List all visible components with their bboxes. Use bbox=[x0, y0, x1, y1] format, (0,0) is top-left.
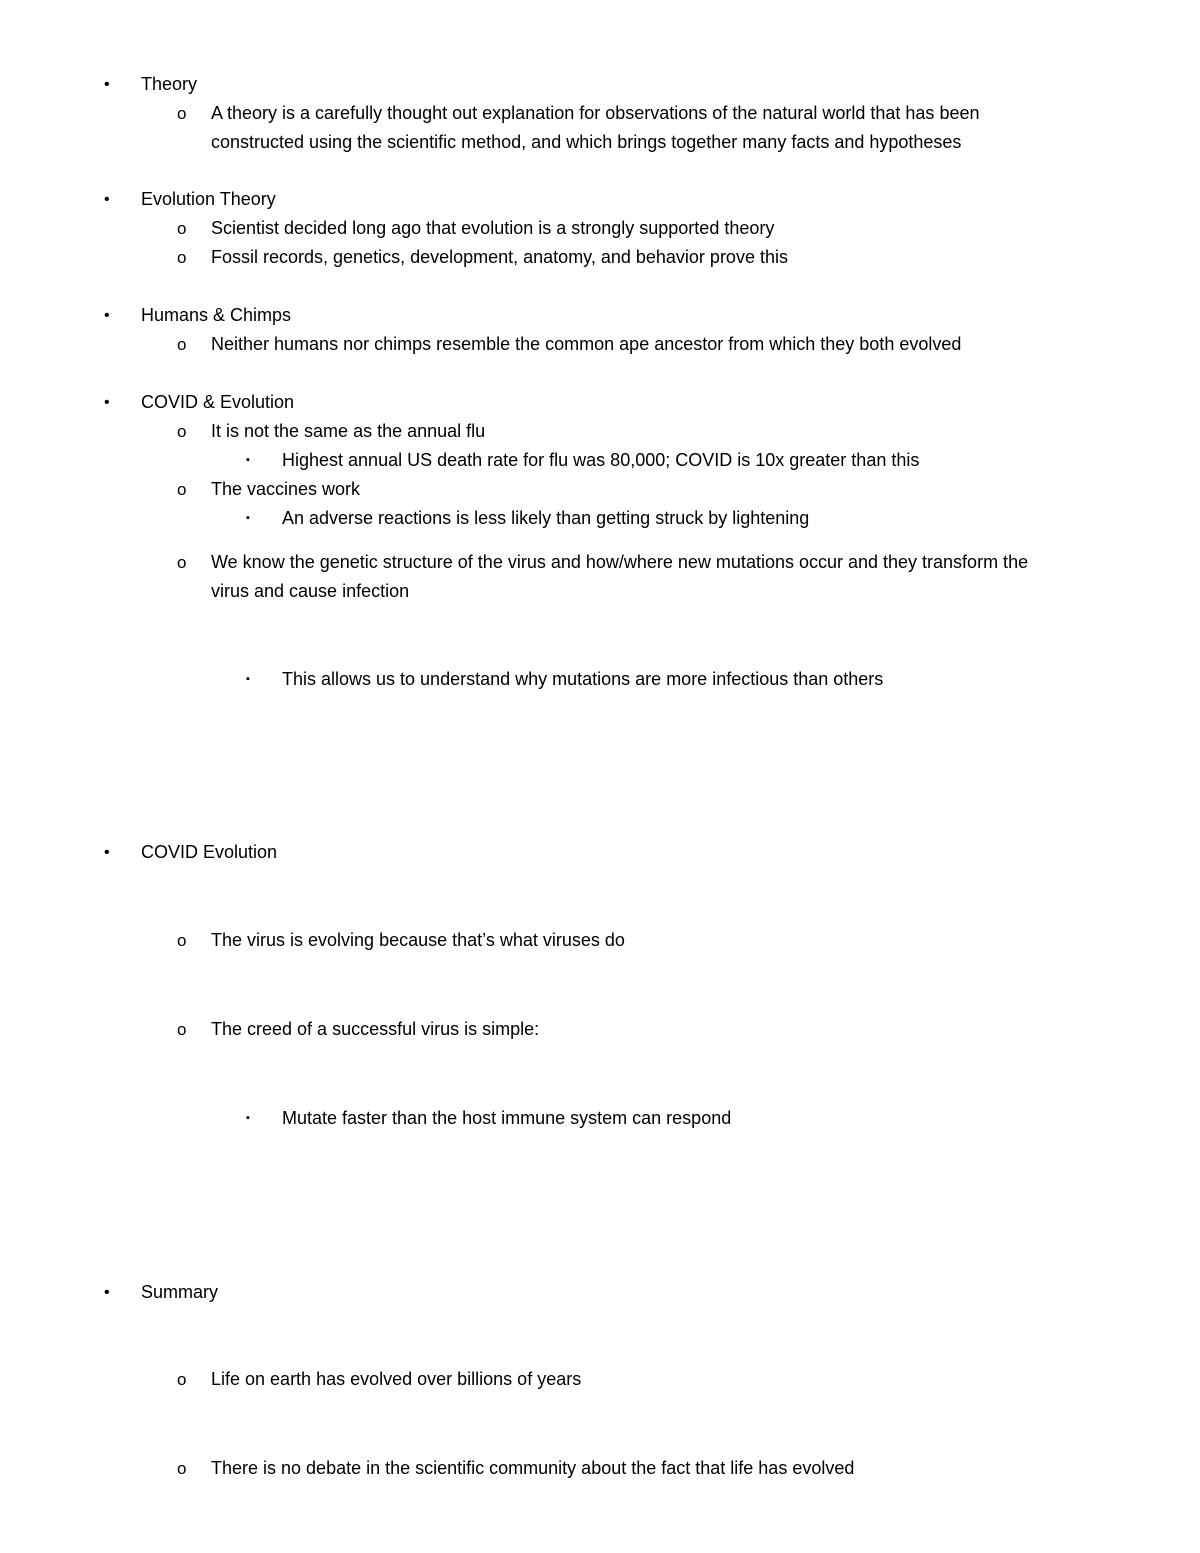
list-item: We know the genetic structure of the virus and how/where new mutations occur and they transform the bbox=[211, 552, 1029, 572]
sub-list-item: An adverse reactions is less likely than getting struck by lightening bbox=[282, 508, 810, 528]
bullet-circle: o bbox=[177, 248, 187, 267]
bullet-dot: • bbox=[104, 76, 110, 93]
list-item: Scientist decided long ago that evolution is a strongly supported theory bbox=[211, 218, 775, 238]
list-item: The creed of a successful virus is simple: bbox=[211, 1019, 540, 1039]
heading-theory: Theory bbox=[141, 74, 198, 94]
bullet-dot: • bbox=[104, 307, 110, 324]
heading-humans-chimps: Humans & Chimps bbox=[141, 305, 292, 325]
bullet-circle: o bbox=[177, 1020, 187, 1039]
list-item: Life on earth has evolved over billions of years bbox=[211, 1369, 582, 1389]
heading-evolution-theory: Evolution Theory bbox=[141, 189, 276, 209]
bullet-dot: • bbox=[104, 394, 110, 411]
heading-summary: Summary bbox=[141, 1282, 219, 1302]
bullet-dot: • bbox=[104, 1284, 110, 1301]
list-item: There is no debate in the scientific community about the fact that life has evolved bbox=[211, 1458, 855, 1478]
list-item: Fossil records, genetics, development, anatomy, and behavior prove this bbox=[211, 247, 788, 267]
bullet-circle: o bbox=[177, 422, 187, 441]
bullet-circle: o bbox=[177, 335, 187, 354]
list-item: A theory is a carefully thought out explanation for observations of the natural world that has been bbox=[211, 103, 980, 123]
bullet-square: ▪ bbox=[246, 454, 250, 466]
list-item: Neither humans nor chimps resemble the common ape ancestor from which they both evolved bbox=[211, 334, 962, 354]
list-item: The virus is evolving because that’s what viruses do bbox=[211, 930, 625, 950]
bullet-circle: o bbox=[177, 1370, 187, 1389]
bullet-dot: • bbox=[104, 844, 110, 861]
sub-list-item: Highest annual US death rate for flu was 80,000; COVID is 10x greater than this bbox=[282, 450, 920, 470]
sub-list-item: Mutate faster than the host immune system can respond bbox=[282, 1108, 732, 1128]
list-item-continuation: virus and cause infection bbox=[211, 581, 410, 601]
list-item: It is not the same as the annual flu bbox=[211, 421, 486, 441]
list-item: The vaccines work bbox=[211, 479, 361, 499]
list-item-continuation: constructed using the scientific method, and which brings together many facts and hypotheses bbox=[211, 132, 962, 152]
bullet-circle: o bbox=[177, 219, 187, 238]
heading-covid-and-evolution: COVID & Evolution bbox=[141, 392, 295, 412]
heading-covid-evolution: COVID Evolution bbox=[141, 842, 278, 862]
bullet-circle: o bbox=[177, 1459, 187, 1478]
bullet-circle: o bbox=[177, 553, 187, 572]
bullet-square: ▪ bbox=[246, 673, 250, 685]
bullet-circle: o bbox=[177, 480, 187, 499]
bullet-dot: • bbox=[104, 191, 110, 208]
bullet-square: ▪ bbox=[246, 512, 250, 524]
bullet-square: ▪ bbox=[246, 1112, 250, 1124]
bullet-circle: o bbox=[177, 104, 187, 123]
bullet-circle: o bbox=[177, 931, 187, 950]
sub-list-item: This allows us to understand why mutations are more infectious than others bbox=[282, 669, 884, 689]
